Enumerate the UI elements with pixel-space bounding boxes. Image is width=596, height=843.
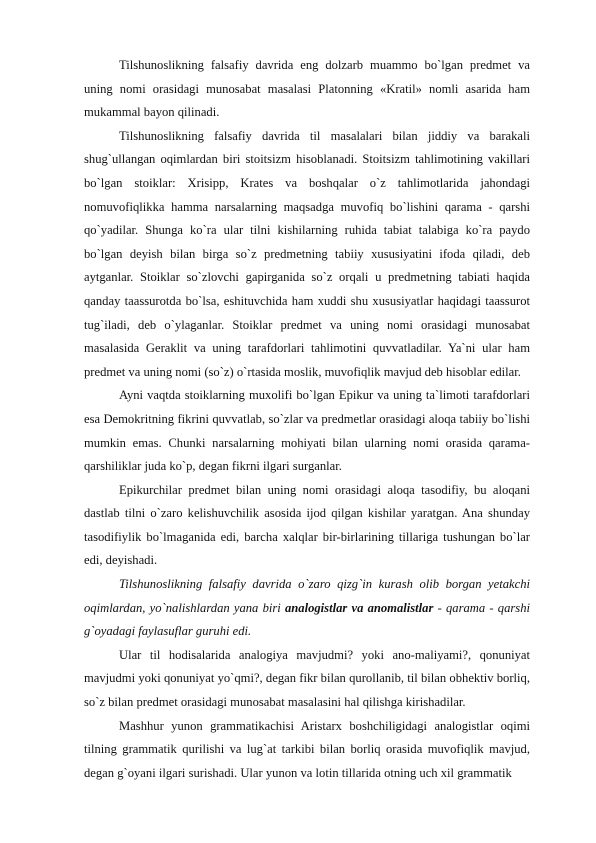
paragraph-analogistlar-anomalistlar: [84, 573, 530, 644]
paragraph-platon-kratil: Tilshunoslikning falsafiy davrida eng dolzarb muammo bo`lgan predmet va uning nomi orasidagi munosabat masalasi Platonning «Kratil» nomli asarida ham mukammal bayon qilinadi.: [84, 58, 530, 120]
bold-term: analogistlar va anomalistlar: [284, 600, 434, 615]
document-body: [84, 54, 530, 785]
italic-text-after: - qarama - qarshi g`oyadagi faylasuflar guruhi edi.: [84, 600, 530, 639]
paragraph-stoitsizm: Tilshunoslikning falsafiy davrida til masalalari bilan jiddiy va barakali shug`ullangan oqimlardan biri stoitsizm hisoblanadi. Stoitsizm tahlimotining vakillari bo`lgan stoiklar: Xrisipp, Krates va boshqalar o`z tahlimotlarida jahondagi nomuvofiqlikka hamma narsalarning maqsadga muvofiq bo`lishini qarama - qarshi qo`yadilar. Shunga ko`ra ular tilni kishilarning ruhida tabiat talabiga ko`ra paydo bo`lgan deyish bilan birga so`z predmetning tabiiy xususiyatini ifoda qiladi, deb aytganlar. Stoiklar so`zlovchi gapirganida so`z orqali u predmetning tabiati haqida qanday taassurotda bo`lsa, eshituvchida ham xuddi shu xususiyatlar haqidagi taassurot tug`iladi, deb o`ylaganlar. Stoiklar predmet va uning nomi orasidagi munosabat masalasida Geraklit va uning tarafdorlari tahlimotini quvvatladilar. Ya`ni ular ham predmet va uning nomi (so`z) o`rtasida moslik, muvofiqlik mavjud deb hisoblar edilar.: [84, 128, 530, 379]
paragraph-epikur: Ayni vaqtda stoiklarning muxolifi bo`lgan Epikur va uning ta`limoti tarafdorlari esa Demokritning fikrini quvvatlab, so`zlar va predmetlar orasidagi aloqa tabiiy bo`lishi mumkin emas. Chunki narsalarning mohiyati bilan ularning nomi orasida qarama-qarshiliklar juda ko`p, degan fikrni ilgari surganlar.: [84, 388, 530, 474]
italic-text-before: Tilshunoslikning falsafiy davrida o`zaro qizg`in kurash olib borgan yetakchi oqimlardan, yo`nalishlardan yana biri: [84, 577, 530, 615]
paragraph-aristarx: Mashhur yunon grammatikachisi Aristarx boshchiligidagi analogistlar oqimi tilning grammatik qurilishi va lug`at tarkibi bilan borliq orasida muvofiqlik mavjud, degan g`oyani ilgari surishadi. Ular yunon va lotin tillarida otning uch xil grammatik: [84, 718, 530, 780]
paragraph-analogiya-anomaliya: Ular til hodisalarida analogiya mavjudmi? yoki ano-maliyami?, qonuniyat mavjudmi yoki qonuniyat yo`qmi?, degan fikr bilan qurollanib, til bilan obhektiv borliq, so`z bilan predmet orasidagi munosabat masalasini hal qilishga kirishadilar.: [84, 647, 530, 710]
paragraph-epikurchilar: Epikurchilar predmet bilan uning nomi orasidagi aloqa tasodifiy, bu aloqani dastlab tilni o`zaro kelishuvchilik asosida ijod qilgan kishilar yaratgan. Ana shunday tasodifiylik bo`lmaganida edi, barcha xalqlar bir-birlarining tillariga tushungan bo`lar edi, deyishadi.: [84, 482, 530, 568]
